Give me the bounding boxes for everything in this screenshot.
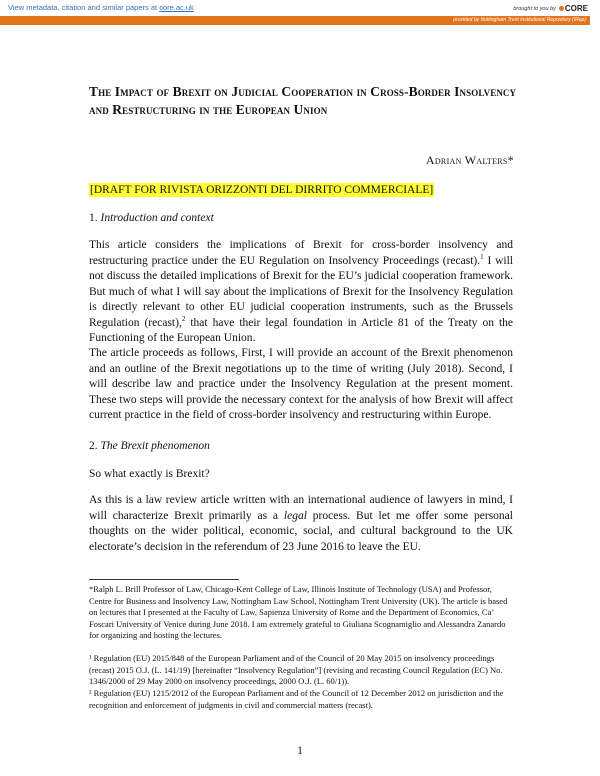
footnote-2: ² Regulation (EU) 1215/2012 of the European Parliament and of the Council of 12 December 2012 on jurisdiction and the recognition and enforcement of judgments in civil and commercial matters (recast). xyxy=(89,688,504,710)
section-1-paragraph-1: This article considers the implications of Brexit for cross-border insolvency and restructuring practice under the EU Regulation on Insolvency Proceedings (recast).$^1$ I will not discuss the detailed implications of Brexit for the EU’s judicial cooperation framework. But much of what I will say about the implications of Brexit for the Insolvency Regulation is directly relevant to other EU judicial cooperation instruments, such as the Brussels Regulation (recast),$^2$ that have their legal foundation in Article 81 of the Treaty on the Functioning of the European Union. xyxy=(89,239,513,344)
section-2-paragraph-2: As this is a law review article written with an international audience of lawyers in mind, I will characterize Brexit primarily as a legal process. But let me offer some personal thoughts on the wider political, economic, social, and cultural background to the UK electorate’s decision in the referendum of 23 June 2016 to leave the EU. xyxy=(89,494,513,553)
provided-by-bar[interactable]: provided by Nottingham Trent Institutional Repository (IRep) xyxy=(0,16,590,25)
section-2-heading: 2. The Brexit phenomenon xyxy=(89,440,210,452)
section-1-paragraph-2: The article proceeds as follows, First, I will provide an account of the Brexit phenomenon and an outline of the Brexit negotiations up to the time of writing (July 2018). Second, I will describe law and practice under the Insolvency Regulation at the present moment. These two steps will provide the necessary context for the analysis of how Brexit will affect current practice in the field of cross-border insolvency and restructuring within Europe. xyxy=(89,347,513,421)
draft-note: [DRAFT FOR RIVISTA ORIZZONTI DEL DIRRITO COMMERCIALE] xyxy=(90,184,434,196)
brought-to-you-by[interactable]: brought to you by CORE xyxy=(513,4,588,13)
footnote-ref-2[interactable]: 2 xyxy=(181,314,186,323)
footnote-author: *Ralph L. Brill Professor of Law, Chicago-Kent College of Law, Illinois Institute of Technology (USA) and Professor, Centre for Business and Insolvency Law, Nottingham Law School, Nottingham Trent University (UK). The article is based on lectures that I presented at the Faculty of Law, Sapienza University of Rome and the Department of Economics, Ca’ Foscari University of Venice during June 2018. I am extremely grateful to Giuliana Scognamiglio and Alessandra Zanardo for organizing and hosting the lectures. xyxy=(89,584,508,640)
core-logo: CORE xyxy=(559,4,588,13)
page-number: 1 xyxy=(297,745,303,757)
section-2-paragraph-1: So what exactly is Brexit? xyxy=(89,468,210,480)
core-logo-icon xyxy=(559,6,564,11)
article-title: The Impact of Brexit on Judicial Cooperation in Cross-Border Insolvency and Restructuring in the European Union xyxy=(89,84,517,117)
core-metadata-link[interactable]: View metadata, citation and similar papers at core.ac.uk xyxy=(8,3,194,12)
footnote-ref-1[interactable]: 1 xyxy=(480,252,484,261)
author-name: Adrian Walters* xyxy=(425,153,514,167)
core-banner xyxy=(0,0,600,13)
footnote-1: ¹ Regulation (EU) 2015/848 of the European Parliament and of the Council of 20 May 2015 on insolvency proceedings (recast) 2015 O.J. (L. 141/19) [hereinafter “Insolvency Regulation”] (revising and recasting Council Regulation (EC) No. 1346/2000 of 29 May 2000 on insolvency proceedings, 2000 O.J. (L. 60/1)). xyxy=(89,653,503,686)
footnote-divider xyxy=(89,579,239,580)
section-1-heading: 1. Introduction and context xyxy=(89,212,214,224)
